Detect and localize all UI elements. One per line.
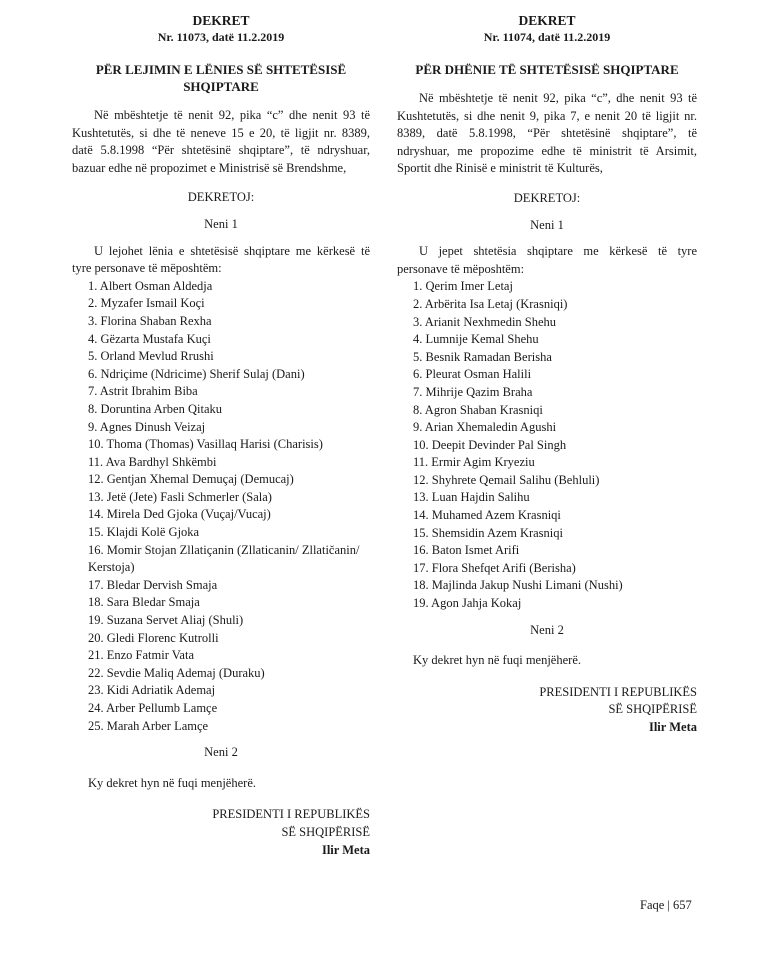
list-item: 14. Mirela Ded Gjoka (Vuçaj/Vucaj) [88,507,271,522]
persons-list [397,278,697,612]
decree-heading: PËR LEJIMIN E LËNIES SË SHTETËSISË SHQIPTARE [95,62,347,94]
decree-heading: PËR DHËNIE TË SHTETËSISË SHQIPTARE [415,62,679,77]
decree-title: DEKRET [518,13,576,28]
signature-block [397,684,697,737]
list-item: 12. Gentjan Xhemal Demuçaj (Demucaj) [88,472,294,487]
list-item: 9. Arian Xhemaledin Agushi [413,420,557,435]
page-number: Faqe | 657 [640,898,692,912]
article-2-heading: Neni 2 [530,622,564,637]
list-item: 11. Ermir Agim Kryeziu [413,455,535,470]
list-item: 13. Luan Hajdin Salihu [413,490,530,505]
list-item: 5. Orland Mevlud Rrushi [88,349,214,364]
list-item: 19. Suzana Servet Aliaj (Shuli) [88,613,244,628]
article-1-heading: Neni 1 [204,216,238,231]
article-2-text: Ky dekret hyn në fuqi menjëherë. [88,775,256,790]
list-item: 10. Thoma (Thomas) Vasillaq Harisi (Charisis) [88,437,323,452]
list-item: 6. Pleurat Osman Halili [413,367,532,382]
list-item: 19. Agon Jahja Kokaj [413,596,522,611]
list-item: 3. Arianit Nexhmedin Shehu [413,314,557,329]
signature-name: Ilir Meta [648,720,697,734]
list-item: 16. Momir Stojan Zllatiçanin (Zllaticanin/ Zllatičanin/ Kerstoja) [88,542,360,575]
list-item: 2. Myzafer Ismail Koçi [88,296,205,311]
list-item: 20. Gledi Florenc Kutrolli [88,630,219,645]
list-item: 17. Bledar Dervish Smaja [88,577,218,592]
signature-title-line1: PRESIDENTI I REPUBLIKËS [212,807,370,822]
list-item: 4. Lumnije Kemal Shehu [413,332,539,347]
signature-title-line1: PRESIDENTI I REPUBLIKËS [539,684,697,699]
list-item: 16. Baton Ismet Arifi [413,543,520,558]
list-item: 7. Mihrije Qazim Braha [413,384,533,399]
article-1-intro: U jepet shtetësia shqiptare me kërkesë të tyre personave të mëposhtëm: [397,244,697,276]
list-item: 8. Doruntina Arben Qitaku [88,401,223,416]
list-item: 24. Arber Pellumb Lamçe [88,701,218,715]
list-item: 4. Gëzarta Mustafa Kuçi [88,331,211,346]
list-item: 10. Deepit Devinder Pal Singh [413,437,567,452]
article-2-text: Ky dekret hyn në fuqi menjëherë. [413,653,581,668]
list-item: 1. Albert Osman Aldedja [88,278,213,293]
decree-number-date: Nr. 11074, datë 11.2.2019 [483,30,611,44]
list-item: 15. Shemsidin Azem Krasniqi [413,525,563,540]
list-item: 22. Sevdie Maliq Ademaj (Duraku) [88,665,265,680]
signature-name: Ilir Meta [321,842,370,857]
list-item: 15. Klajdi Kolë Gjoka [88,525,200,540]
decree-right [397,12,697,737]
persons-list [72,278,370,735]
decree-left [72,12,370,859]
list-item: 7. Astrit Ibrahim Biba [88,384,198,399]
signature-block [72,806,370,859]
list-item: 17. Flora Shefqet Arifi (Berisha) [413,560,576,575]
list-item: 12. Shyhrete Qemail Salihu (Behluli) [413,472,600,487]
list-item: 9. Agnes Dinush Veizaj [88,419,206,434]
list-item: 5. Besnik Ramadan Berisha [413,349,552,364]
list-item: 8. Agron Shaban Krasniqi [413,402,543,417]
list-item: 1. Qerim Imer Letaj [413,279,513,294]
list-item: 18. Sara Bledar Smaja [88,595,200,610]
list-item: 14. Muhamed Azem Krasniqi [413,508,561,523]
signature-title-line2: SË SHQIPËRISË [281,824,370,839]
list-item: 25. Marah Arber Lamçe [88,718,209,733]
decree-title: DEKRET [192,13,250,28]
decree-word: DEKRETOJ: [187,190,255,205]
article-2-heading: Neni 2 [204,745,238,760]
signature-title-line2: SË SHQIPËRISË [608,702,697,717]
list-item: 2. Arbërita Isa Letaj (Krasniqi) [413,296,568,311]
decree-preamble: Në mbështetje të nenit 92, pika “c”, dhe nenit 93 të Kushtetutës, si dhe nenit 9, pika 7, e nenit 20 të ligjit nr. 8389, datë 5.8.1998, “Për shtetësinë shqiptare”, të ndryshuar, me propozime edhe të ministrit të Arsimit, Sportit dhe Rinisë e ministrit të Kulturës, [397,91,697,176]
list-item: 23. Kidi Adriatik Ademaj [88,683,216,698]
article-1-intro: U lejohet lënia e shtetësisë shqiptare me kërkesë të tyre personave të mëposhtëm: [72,243,370,276]
decree-preamble: Në mbështetje të nenit 92, pika “c” dhe nenit 93 të Kushtetutës, si dhe të neneve 15 e 20, të ligjit nr. 8389, datë 5.8.1998 “Për shtetësinë shqiptare”, të ndryshuar, bazuar edhe në propozimet e Ministrisë së Brendshme, [72,108,370,175]
list-item: 13. Jetë (Jete) Fasli Schmerler (Sala) [88,489,272,504]
list-item: 3. Florina Shaban Rexha [88,313,212,328]
list-item: 6. Ndriçime (Ndricime) Sherif Sulaj (Dani) [88,366,305,381]
decree-word: DEKRETOJ: [513,190,581,205]
list-item: 21. Enzo Fatmir Vata [88,648,194,663]
decree-number-date: Nr. 11073, datë 11.2.2019 [157,30,285,44]
list-item: 11. Ava Bardhyl Shkëmbi [88,454,217,469]
list-item: 18. Majlinda Jakup Nushi Limani (Nushi) [413,578,623,593]
article-1-heading: Neni 1 [530,217,564,232]
